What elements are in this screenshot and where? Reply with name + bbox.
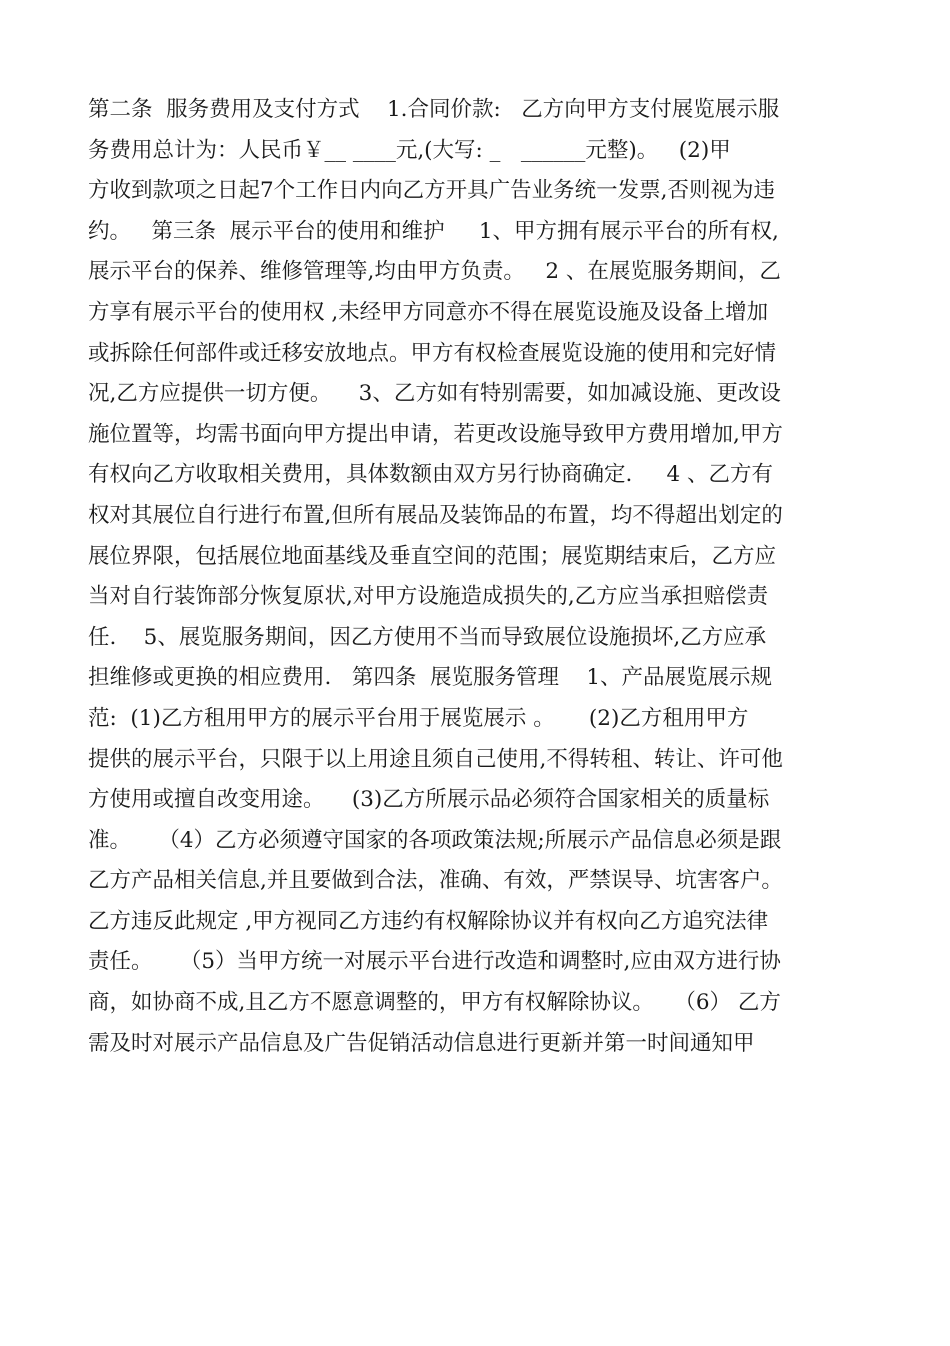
text-line: 务费用总计为：人民币￥__ ____元,(大写: _ ______元整)。 (2)甲 <box>88 137 731 163</box>
text-line: 展示平台的保养、维修管理等,均由甲方负责。 2 、在展览服务期间，乙 <box>88 259 781 285</box>
text-line: 或拆除任何部件或迁移安放地点。甲方有权检查展览设施的使用和完好情 <box>88 340 777 366</box>
text-line: 有权向乙方收取相关费用，具体数额由双方另行协商确定. 4 、乙方有 <box>88 462 774 488</box>
text-line: 况,乙方应提供一切方便。 3、乙方如有特别需要，如加减设施、更改设 <box>88 381 781 407</box>
text-line: 展位界限，包括展位地面基线及垂直空间的范围；展览期结束后，乙方应 <box>88 543 777 569</box>
text-line: 方享有展示平台的使用权 ,未经甲方同意亦不得在展览设施及设备上增加 <box>88 299 769 325</box>
text-line: 权对其展位自行进行布置,但所有展品及装饰品的布置，均不得超出划定的 <box>88 502 783 528</box>
text-line: 乙方违反此规定 ,甲方视同乙方违约有权解除协议并有权向乙方追究法律 <box>88 908 769 934</box>
text-line: 提供的展示平台，只限于以上用途且须自己使用,不得转租、转让、许可他 <box>88 746 783 772</box>
text-line: 方使用或擅自改变用途。 (3)乙方所展示品必须符合国家相关的质量标 <box>88 787 770 813</box>
text-line: 约。 第三条 展示平台的使用和维护 1、甲方拥有展示平台的所有权, <box>88 218 779 244</box>
text-line: 准。 （4）乙方必须遵守国家的各项政策法规;所展示产品信息必须是跟 <box>88 827 782 853</box>
text-line: 方收到款项之日起7个工作日内向乙方开具广告业务统一发票,否则视为违 <box>88 178 776 204</box>
text-line: 范: (1)乙方租用甲方的展示平台用于展览展示 。 (2)乙方租用甲方 <box>88 705 749 731</box>
text-line: 责任。 （5）当甲方统一对展示平台进行改造和调整时,应由双方进行协 <box>88 949 781 975</box>
text-line: 施位置等，均需书面向甲方提出申请，若更改设施导致甲方费用增加,甲方 <box>88 421 783 447</box>
text-line: 当对自行装饰部分恢复原状,对甲方设施造成损失的,乙方应当承担赔偿责 <box>88 584 769 610</box>
text-line: 担维修或更换的相应费用. 第四条 展览服务管理 1、产品展览展示规 <box>88 665 773 691</box>
text-line: 需及时对展示产品信息及广告促销活动信息进行更新并第一时间通知甲 <box>88 1030 755 1056</box>
text-line: 商，如协商不成,且乙方不愿意调整的，甲方有权解除协议。 （6） 乙方 <box>88 990 781 1016</box>
text-line: 第二条 服务费用及支付方式 1.合同价款: 乙方向甲方支付展览展示服 <box>88 97 780 122</box>
contract-body-text <box>88 90 864 1064</box>
text-line: 乙方产品相关信息,并且要做到合法，准确、有效，严禁误导、坑害客户。 <box>88 868 783 894</box>
text-line: 任. 5、展览服务期间，因乙方使用不当而导致展位设施损坏,乙方应承 <box>88 624 767 650</box>
